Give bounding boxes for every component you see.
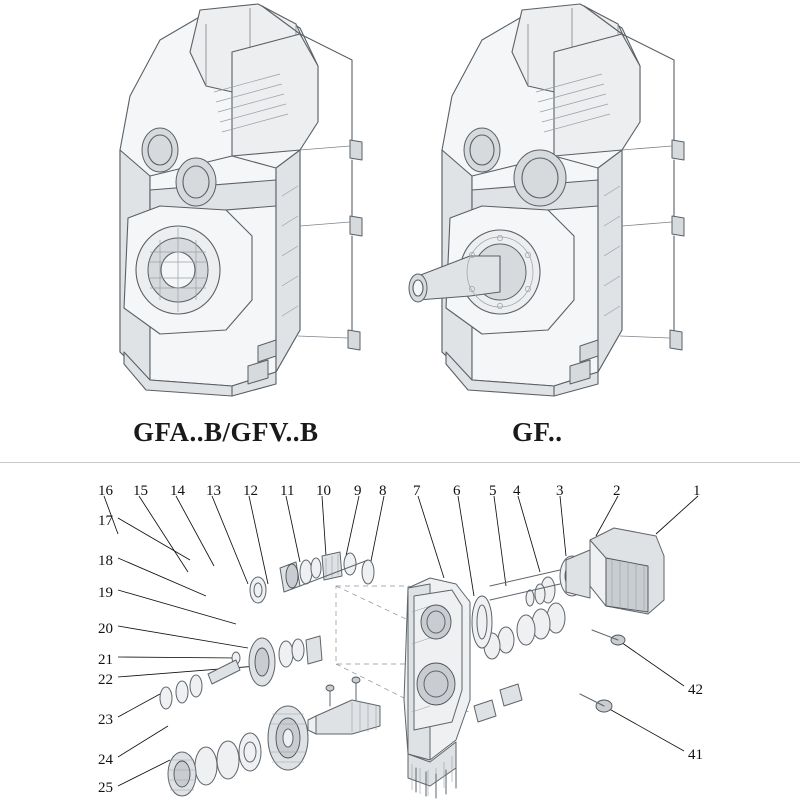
callout-4: 4 [513, 483, 521, 499]
callout-16: 16 [98, 483, 113, 499]
callout-5: 5 [489, 483, 497, 499]
callout-14: 14 [170, 483, 185, 499]
callout-3: 3 [556, 483, 564, 499]
callout-25: 25 [98, 780, 113, 796]
callout-21: 21 [98, 652, 113, 668]
callout-9: 9 [354, 483, 362, 499]
callout-10: 10 [316, 483, 331, 499]
callout-12: 12 [243, 483, 258, 499]
callout-18: 18 [98, 553, 113, 569]
callout-20: 20 [98, 621, 113, 637]
callout-22: 22 [98, 672, 113, 688]
caption-gfab-gfvb: GFA..B/GFV..B [133, 417, 319, 447]
callout-2: 2 [613, 483, 621, 499]
callout-23: 23 [98, 712, 113, 728]
callout-8: 8 [379, 483, 387, 499]
callout-17: 17 [98, 513, 113, 529]
callout-41: 41 [688, 747, 703, 763]
exploded-housing [404, 578, 470, 796]
callout-42: 42 [688, 682, 703, 698]
callout-11: 11 [280, 483, 295, 499]
callout-19: 19 [98, 585, 113, 601]
callout-24: 24 [98, 752, 113, 768]
callout-1: 1 [693, 483, 701, 499]
callout-15: 15 [133, 483, 148, 499]
callout-7: 7 [413, 483, 421, 499]
callout-13: 13 [206, 483, 221, 499]
leader-lines-right [604, 640, 684, 751]
callout-6: 6 [453, 483, 461, 499]
caption-gf: GF.. [512, 417, 563, 447]
